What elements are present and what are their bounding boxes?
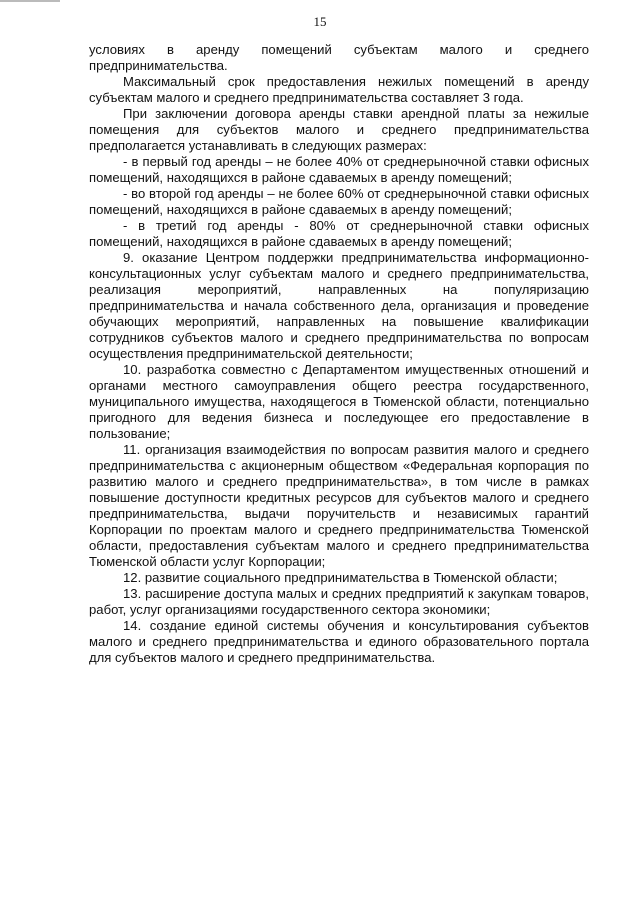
list-item-11: 11. организация взаимодействия по вопросам развития малого и среднего предпринимательства с акционерным обществом «Федеральная корпорация по развитию малого и среднего предпринимательства», в том числе в рамках повышение доступности кредитных ресурсов для субъектов малого и среднего предпринимательства, выдачи поручительств и независимых гарантий Корпорации по проектам малого и среднего предпринимательства Тюменской области, предоставления субъектам малого и среднего предпринимательства Тюменской области услуг Корпорации; xyxy=(89,442,589,569)
list-item-13: 13. расширение доступа малых и средних предприятий к закупкам товаров, работ, услуг организациями государственного сектора экономики; xyxy=(89,586,589,617)
list-item-first-year: - в первый год аренды – не более 40% от среднерыночной ставки офисных помещений, находящихся в районе сдаваемых в аренду помещений; xyxy=(89,154,589,185)
list-item-second-year: - во второй год аренды – не более 60% от среднерыночной ставки офисных помещений, находящихся в районе сдаваемых в аренду помещений; xyxy=(89,186,589,217)
page-number: 15 xyxy=(313,14,327,29)
scan-edge-mark xyxy=(0,0,60,2)
list-item-third-year: - в третий год аренды - 80% от среднерыночной ставки офисных помещений, находящихся в районе сдаваемых в аренду помещений; xyxy=(89,218,589,249)
list-item-14: 14. создание единой системы обучения и консультирования субъектов малого и среднего предпринимательства и единого образовательного портала для субъектов малого и среднего предпринимательства. xyxy=(89,618,589,665)
paragraph-max-term: Максимальный срок предоставления нежилых помещений в аренду субъектам малого и среднего предпринимательства составляет 3 года. xyxy=(89,74,589,105)
paragraph-rent-rates-intro: При заключении договора аренды ставки арендной платы за нежилые помещения для субъектов малого и среднего предпринимательства предполагается устанавливать в следующих размерах: xyxy=(89,106,589,153)
document-body xyxy=(89,42,589,666)
paragraph-continuation: условиях в аренду помещений субъектам малого и среднего предпринимательства. xyxy=(89,42,589,73)
list-item-10: 10. разработка совместно с Департаментом имущественных отношений и органами местного самоуправления общего реестра государственного, муниципального имущества, находящегося в Тюменской области, потенциально пригодного для ведения бизнеса и последующее его предоставление в пользование; xyxy=(89,362,589,441)
list-item-12: 12. развитие социального предпринимательства в Тюменской области; xyxy=(123,570,558,585)
list-item-9: 9. оказание Центром поддержки предпринимательства информационно-консультационных услуг субъектам малого и среднего предпринимательства, реализация мероприятий, направленных на популяризацию предпринимательства и начала собственного дела, организация и проведение обучающих мероприятий, направленных на повышение квалификации сотрудников субъектов малого и среднего предпринимательства по вопросам осуществления предпринимательской деятельности; xyxy=(89,250,589,361)
